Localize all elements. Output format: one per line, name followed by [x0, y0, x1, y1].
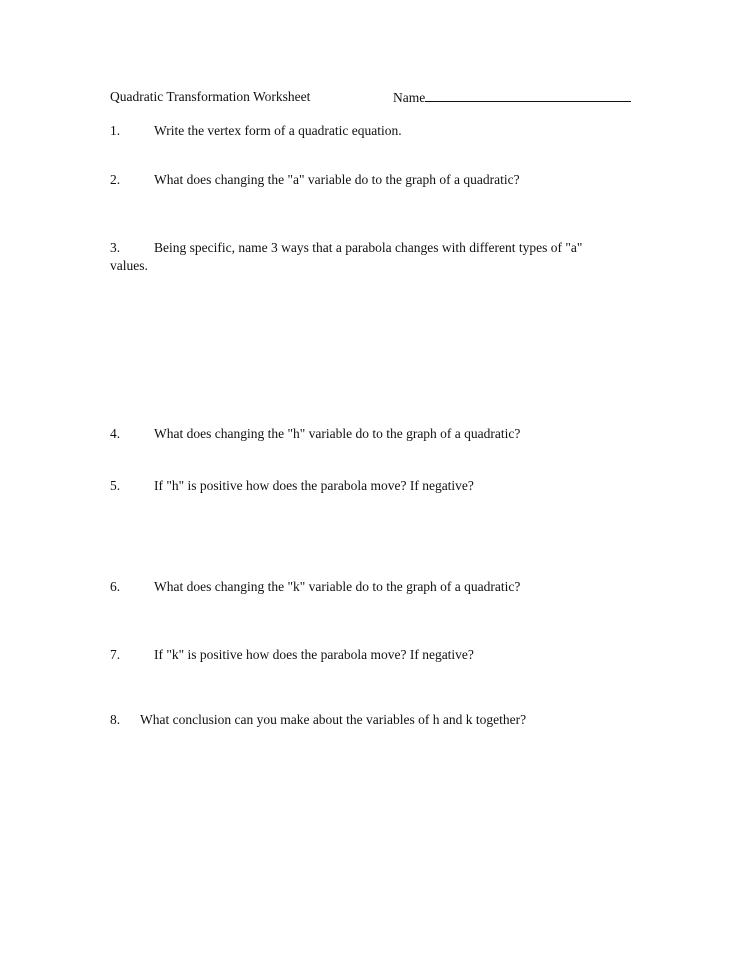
name-blank-line[interactable] [425, 89, 631, 102]
question-7-number: 7. [110, 647, 121, 662]
question-4-text: What does changing the "h" variable do to the graph of a quadratic? [154, 426, 521, 441]
question-8-number: 8. [110, 712, 121, 727]
question-1-number: 1. [110, 123, 121, 138]
question-5-number: 5. [110, 478, 121, 493]
question-2-text: What does changing the "a" variable do to the graph of a quadratic? [154, 172, 520, 187]
question-8-text: What conclusion can you make about the variables of h and k together? [140, 712, 527, 727]
question-6-text: What does changing the "k" variable do to the graph of a quadratic? [154, 579, 521, 594]
question-4-number: 4. [110, 426, 121, 441]
question-3-text-continued: values. [110, 258, 148, 273]
name-field[interactable] [393, 89, 631, 106]
question-1-text: Write the vertex form of a quadratic equation. [154, 123, 402, 138]
name-label: Name [393, 90, 426, 105]
question-2-number: 2. [110, 172, 121, 187]
question-3-number: 3. [110, 240, 121, 255]
question-7-text: If "k" is positive how does the parabola move? If negative? [154, 647, 474, 662]
worksheet-title: Quadratic Transformation Worksheet [110, 89, 311, 104]
question-3-text: Being specific, name 3 ways that a parabola changes with different types of "a" [154, 240, 583, 255]
question-6-number: 6. [110, 579, 121, 594]
question-5-text: If "h" is positive how does the parabola move? If negative? [154, 478, 474, 493]
